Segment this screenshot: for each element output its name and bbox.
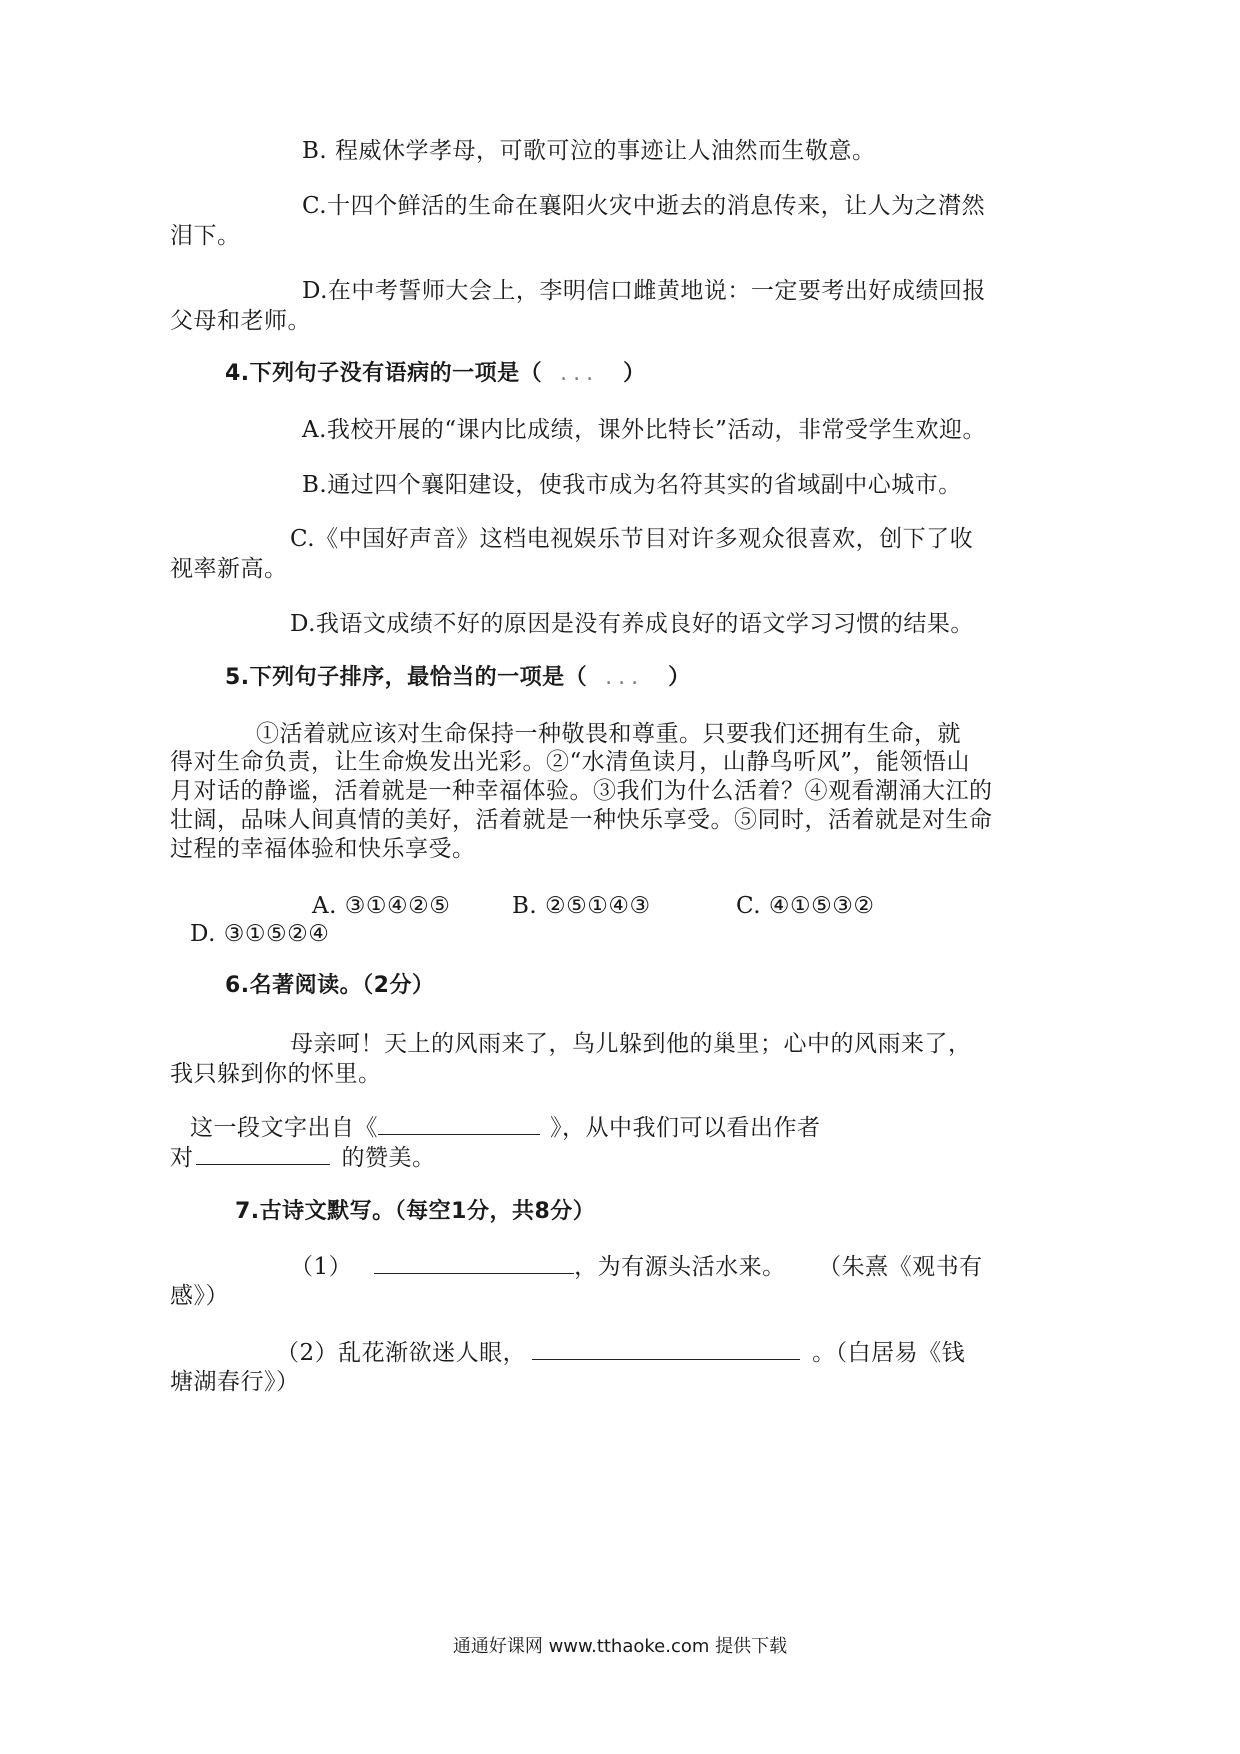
q5-title	[225, 662, 691, 694]
q6-praise-blank[interactable]	[196, 1142, 330, 1165]
q7-item2-text: （2）乱花渐欲迷人眼，	[276, 1340, 527, 1366]
q5-option-d: D. ③①⑤②④	[190, 921, 330, 947]
q6-quote-line1: 母亲呵！天上的风雨来了，鸟儿躲到他的巢里；心中的风雨来了，	[290, 1031, 972, 1057]
q7-item1-number: （1）	[290, 1254, 353, 1280]
q6-sentence2-prefix: 对	[170, 1145, 194, 1171]
q7-item2-source: 。（白居易《钱	[812, 1340, 966, 1366]
q3-option-d-line2: 父母和老师。	[170, 308, 311, 334]
q7-title: 7.古诗文默写。（每空1分，共8分）	[235, 1199, 596, 1224]
q4-option-a: A.我校开展的“课内比成绩，课外比特长”活动，非常受学生欢迎。	[302, 417, 986, 443]
q5-passage-line5: 过程的幸福体验和快乐享受。	[170, 836, 476, 862]
q5-passage-line1: ①活着就应该对生命保持一种敬畏和尊重。只要我们还拥有生命，就	[256, 721, 961, 747]
q5-answer-dots: ...	[605, 665, 645, 690]
q7-item1-blank[interactable]	[374, 1251, 574, 1274]
q6-sentence-line2	[170, 1142, 436, 1174]
q3-option-b: B. 程威休学孝母，可歌可泣的事迹让人油然而生敬意。	[302, 138, 876, 164]
q5-option-a: A. ③①④②⑤	[312, 893, 451, 919]
q3-option-c-line2: 泪下。	[170, 223, 241, 249]
q4-option-c-line2: 视率新高。	[170, 556, 288, 582]
q6-sentence-line1	[190, 1112, 821, 1144]
q5-passage-line3: 月对话的静谧，活着就是一种幸福体验。③我们为什么活着？④观看潮涌大江的	[170, 778, 993, 804]
q7-item2-line1	[276, 1337, 965, 1369]
q7-item1-text: ，为有源头活水来。	[574, 1254, 786, 1280]
q5-title-close: ）	[668, 665, 691, 690]
q4-answer-dots: ...	[560, 361, 600, 386]
q7-item2-line2: 塘湖春行》）	[170, 1369, 300, 1395]
q3-option-d-line1: D.在中考誓师大会上，李明信口雌黄地说：一定要考出好成绩回报	[302, 278, 986, 304]
q4-option-b: B.通过四个襄阳建设，使我市成为名符其实的省域副中心城市。	[302, 472, 962, 498]
q6-book-title-blank[interactable]	[378, 1112, 540, 1135]
q5-title-text: 5.下列句子排序，最恰当的一项是（	[225, 665, 588, 690]
q4-title	[225, 358, 646, 390]
q4-option-c-line1: C.《中国好声音》这档电视娱乐节目对许多观众很喜欢，创下了收	[290, 526, 974, 552]
page-footer: 通通好课网 www.tthaoke.com 提供下载	[452, 1636, 788, 1657]
q5-passage-line4: 壮阔，品味人间真情的美好，活着就是一种快乐享受。⑤同时，活着就是对生命	[170, 807, 993, 833]
q4-title-close: ）	[623, 361, 646, 386]
q6-sentence2-suffix: 的赞美。	[341, 1145, 436, 1171]
q7-item2-blank[interactable]	[532, 1337, 800, 1360]
q4-title-text: 4.下列句子没有语病的一项是（	[225, 361, 543, 386]
q4-option-d: D.我语文成绩不好的原因是没有养成良好的语文学习习惯的结果。	[290, 611, 974, 637]
q7-item1-line1	[290, 1251, 983, 1283]
q6-quote-line2: 我只躲到你的怀里。	[170, 1061, 382, 1087]
q6-title: 6.名著阅读。（2分）	[225, 973, 435, 998]
q3-option-c-line1: C.十四个鲜活的生命在襄阳火灾中逝去的消息传来，让人为之潸然	[302, 193, 986, 219]
q5-passage-line2: 得对生命负责，让生命焕发出光彩。②“水清鱼读月，山静鸟听风”，能领悟山	[170, 749, 971, 775]
q5-option-c: C. ④①⑤③②	[736, 893, 875, 919]
q6-sentence-suffix: 》，从中我们可以看出作者	[550, 1115, 821, 1141]
q6-sentence-prefix: 这一段文字出自《	[190, 1115, 378, 1141]
q7-item1-line2: 感》）	[170, 1283, 229, 1309]
q7-item1-source: （朱熹《观书有	[829, 1254, 983, 1280]
q5-option-b: B. ②⑤①④③	[512, 893, 651, 919]
